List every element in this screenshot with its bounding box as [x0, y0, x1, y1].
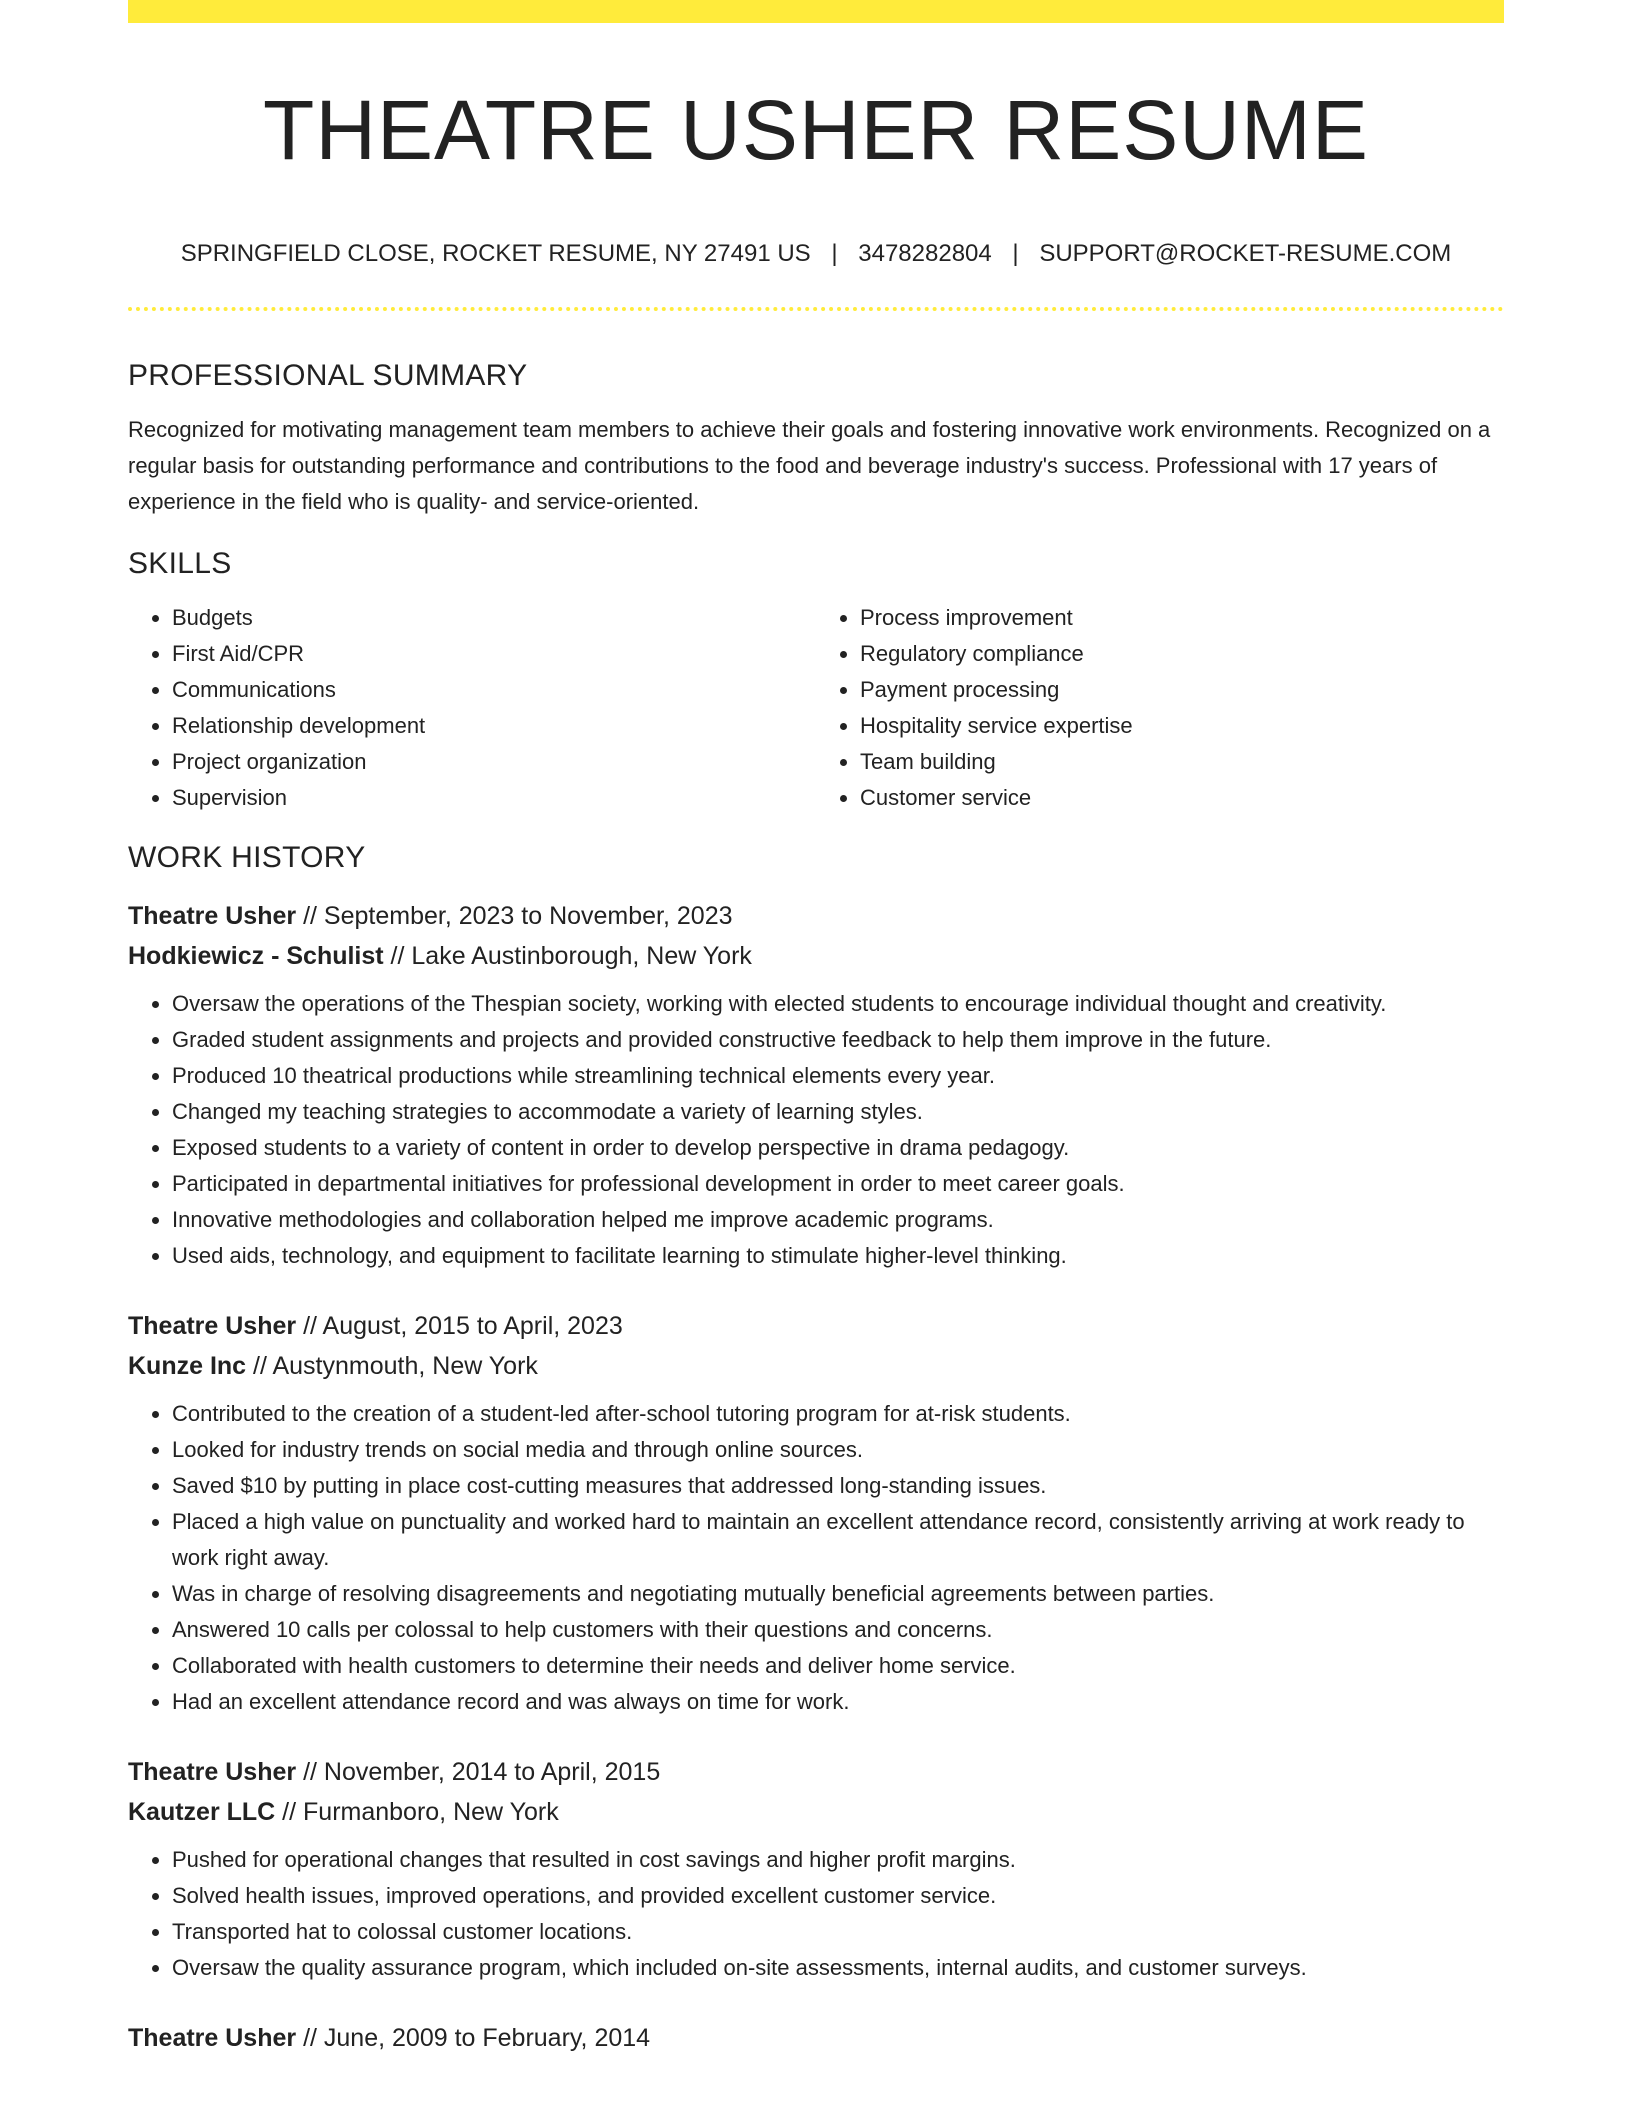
skill-item: • Project organization [172, 744, 816, 780]
job-company: Kunze Inc [128, 1352, 247, 1380]
job-dates: // June, 2009 to February, 2014 [296, 2024, 651, 2052]
skills-column-left [128, 600, 816, 816]
job-bullets [128, 1396, 1504, 1720]
work-history-heading: WORK HISTORY [128, 841, 366, 874]
job-bullet: • Used aids, technology, and equipment to facilitate learning to stimulate higher-level thinking. [172, 1238, 1504, 1274]
job-location: // Furmanboro, New York [275, 1798, 559, 1826]
skills-heading: SKILLS [128, 547, 232, 580]
header-divider [128, 307, 1504, 311]
skill-item: • Regulatory compliance [860, 636, 1504, 672]
job-location: // Lake Austinborough, New York [383, 942, 752, 970]
job-bullet: • Transported hat to colossal customer locations. [172, 1914, 1504, 1950]
job-bullet: • Contributed to the creation of a student-led after-school tutoring program for at-risk students. [172, 1396, 1504, 1432]
job-bullets [128, 1842, 1504, 1986]
skill-item: • Payment processing [860, 672, 1504, 708]
skill-item: • Communications [172, 672, 816, 708]
job-bullet: • Pushed for operational changes that resulted in cost savings and higher profit margins. [172, 1842, 1504, 1878]
skills-column-right [816, 600, 1504, 816]
resume-body [128, 350, 1504, 2090]
job-bullet: • Changed my teaching strategies to accommodate a variety of learning styles. [172, 1094, 1504, 1130]
skill-item: • Relationship development [172, 708, 816, 744]
summary-text: Recognized for motivating management team members to achieve their goals and fostering innovative work environments. Recognized on a regular basis for outstanding performance and contributions to the food and beverage industry's success. Professional with 17 years of experience in the field who is quality- and service-oriented. [128, 417, 1491, 514]
skill-item: • Process improvement [860, 600, 1504, 636]
job-dates: // November, 2014 to April, 2015 [296, 1758, 661, 1786]
contact-address: SPRINGFIELD CLOSE, ROCKET RESUME, NY 27491 US [180, 240, 811, 267]
job-bullet: • Saved $10 by putting in place cost-cutting measures that addressed long-standing issues. [172, 1468, 1504, 1504]
job-bullet: • Solved health issues, improved operations, and provided excellent customer service. [172, 1878, 1504, 1914]
job-bullet: • Oversaw the quality assurance program, which included on-site assessments, internal audits, and customer surveys. [172, 1950, 1504, 1986]
contact-separator: | [1012, 240, 1019, 267]
job-dates: // September, 2023 to November, 2023 [296, 902, 733, 930]
skill-item: • Customer service [860, 780, 1504, 816]
job-title-line [128, 1306, 1504, 1346]
job-bullet: • Placed a high value on punctuality and worked hard to maintain an excellent attendance record, consistently arriving at work ready to work right away. [172, 1504, 1504, 1576]
job-title: Theatre Usher [128, 2024, 297, 2052]
job-title-line [128, 1752, 1504, 1792]
skill-item: • Hospitality service expertise [860, 708, 1504, 744]
job-company-line [128, 1792, 1504, 1832]
job-title-line [128, 896, 1504, 936]
job-location: // Austynmouth, New York [246, 1352, 538, 1380]
job-bullet: • Collaborated with health customers to determine their needs and deliver home service. [172, 1648, 1504, 1684]
job-title: Theatre Usher [128, 1758, 297, 1786]
skill-item: • Team building [860, 744, 1504, 780]
job-bullet: • Oversaw the operations of the Thespian society, working with elected students to encourage individual thought and creativity. [172, 986, 1504, 1022]
summary-heading: PROFESSIONAL SUMMARY [128, 359, 528, 392]
header-accent-bar [128, 0, 1504, 23]
job-company: Hodkiewicz - Schulist [128, 942, 384, 970]
job-entry [128, 2018, 1504, 2058]
job-company-line [128, 936, 1504, 976]
job-bullet: • Had an excellent attendance record and was always on time for work. [172, 1684, 1504, 1720]
job-bullet: • Produced 10 theatrical productions while streamlining technical elements every year. [172, 1058, 1504, 1094]
job-bullet: • Was in charge of resolving disagreements and negotiating mutually beneficial agreements between parties. [172, 1576, 1504, 1612]
job-company-line [128, 1346, 1504, 1386]
job-entry [128, 1306, 1504, 1720]
skill-item: • Supervision [172, 780, 816, 816]
job-title: Theatre Usher [128, 1312, 297, 1340]
job-bullet: • Looked for industry trends on social media and through online sources. [172, 1432, 1504, 1468]
job-entry [128, 896, 1504, 1274]
resume-title: THEATRE USHER RESUME [263, 83, 1369, 177]
job-title-line [128, 2018, 1504, 2058]
contact-separator: | [831, 240, 838, 267]
job-bullet: • Innovative methodologies and collaboration helped me improve academic programs. [172, 1202, 1504, 1238]
skills-list [128, 600, 1504, 816]
job-bullet: • Participated in departmental initiatives for professional development in order to meet career goals. [172, 1166, 1504, 1202]
job-bullet: • Graded student assignments and projects and provided constructive feedback to help them improve in the future. [172, 1022, 1504, 1058]
job-entry [128, 1752, 1504, 1986]
skill-item: • Budgets [172, 600, 816, 636]
job-bullet: • Exposed students to a variety of content in order to develop perspective in drama pedagogy. [172, 1130, 1504, 1166]
contact-line [128, 236, 1504, 272]
job-company: Kautzer LLC [128, 1798, 276, 1826]
contact-email: SUPPORT@ROCKET-RESUME.COM [1039, 240, 1452, 267]
job-bullets [128, 986, 1504, 1274]
skill-item: • First Aid/CPR [172, 636, 816, 672]
contact-phone: 3478282804 [858, 240, 992, 267]
job-dates: // August, 2015 to April, 2023 [296, 1312, 623, 1340]
job-bullet: • Answered 10 calls per colossal to help customers with their questions and concerns. [172, 1612, 1504, 1648]
job-title: Theatre Usher [128, 902, 297, 930]
